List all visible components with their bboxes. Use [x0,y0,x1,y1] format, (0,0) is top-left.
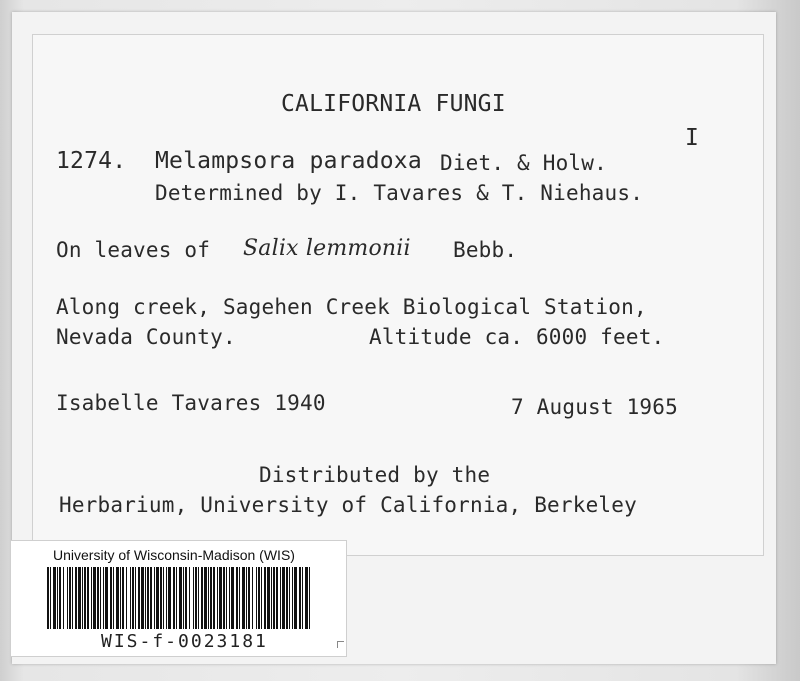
barcode-bar [208,567,209,629]
barcode-bar [168,567,171,629]
barcode-bar [93,567,96,629]
barcode-bar [67,567,68,629]
barcode-bar [63,567,64,629]
barcode-bar [75,567,77,629]
barcode-bar [179,567,182,629]
specimen-label [32,34,764,556]
barcode-bar [289,567,290,629]
barcode-bar [84,567,86,629]
barcode-bar [154,567,155,629]
barcode-bar [189,567,190,629]
barcode-bar [236,567,238,629]
barcode-bar [141,567,144,629]
barcode-bar [120,567,121,629]
barcode-bar [50,567,51,629]
barcode-bar [91,567,92,629]
barcode-bar [185,567,187,629]
corner-mark [337,641,344,648]
barcode-bar [132,567,134,629]
specimen-number: 1274. [56,148,127,174]
barcode-bar [273,567,275,629]
barcode-bar [292,567,293,629]
barcode-bar [242,567,245,629]
barcode-bar [82,567,83,629]
barcode-bar [138,567,140,629]
barcode-bar [252,567,253,629]
series-mark: I [685,125,700,151]
barcode-bar [57,567,58,629]
barcode-bar [176,567,177,629]
barcode-bar [248,567,250,629]
collector: Isabelle Tavares 1940 [56,391,326,415]
barcode-bar [183,567,184,629]
barcode-bar [53,567,56,629]
barcode-bar [210,567,212,629]
barcode-bar [78,567,81,629]
barcode-bar [246,567,247,629]
barcode [47,567,311,629]
barcode-bar [113,567,114,629]
barcode-bar [213,567,215,629]
barcode-bar [105,567,108,629]
barcode-bar [100,567,101,629]
barcode-bar [294,567,297,629]
barcode-bar [110,567,112,629]
barcode-bar [116,567,119,629]
barcode-bar [217,567,218,629]
label-title: CALIFORNIA FUNGI [281,91,506,117]
barcode-bar [302,567,303,629]
barcode-bar [72,567,73,629]
barcode-bar [219,567,222,629]
barcode-bar [150,567,152,629]
barcode-bar [226,567,227,629]
barcode-bar [59,567,61,629]
collection-date: 7 August 1965 [511,395,678,419]
barcode-bar [87,567,89,629]
barcode-bar [130,567,131,629]
barcode-bar [258,567,260,629]
barcode-bar [69,567,71,629]
barcode-bar [195,567,197,629]
institution-name: University of Wisconsin-Madison (WIS) [53,547,295,563]
barcode-bar [160,567,162,629]
barcode-bar [229,567,230,629]
barcode-bar [305,567,308,629]
host-name: Salix lemmonii [243,236,411,261]
county: Nevada County. [56,325,236,349]
barcode-bar [166,567,167,629]
barcode-bar [198,567,199,629]
distributed-line: Distributed by the [259,463,491,487]
altitude: Altitude ca. 6000 feet. [369,325,665,349]
barcode-bar [276,567,278,629]
species-authority: Diet. & Holw. [440,151,607,175]
barcode-bar [223,567,225,629]
barcode-bar [282,567,285,629]
barcode-bar [261,567,262,629]
barcode-bar [47,567,49,629]
locality-line: Along creek, Sagehen Creek Biological Station, [56,295,647,319]
barcode-bar [309,567,310,629]
barcode-bar [271,567,272,629]
barcode-bar [280,567,281,629]
barcode-bar [122,567,124,629]
barcode-bar [163,567,164,629]
herbarium-line: Herbarium, University of California, Berkeley [59,493,637,517]
barcode-bar [103,567,104,629]
barcode-bar [256,567,257,629]
barcode-bar [145,567,146,629]
host-authority: Bebb. [453,238,518,262]
barcode-bar [97,567,99,629]
species-name: Melampsora paradoxa [155,148,422,174]
barcode-bar [126,567,127,629]
barcode-bar [173,567,175,629]
barcode-bar [239,567,240,629]
barcode-bar [204,567,207,629]
barcode-bar [267,567,270,629]
determined-by: Determined by I. Tavares & T. Niehaus. [155,181,644,205]
barcode-bar [156,567,159,629]
barcode-bar [299,567,301,629]
barcode-bar [286,567,288,629]
barcode-label [10,540,347,657]
barcode-bar [264,567,266,629]
barcode-bar [135,567,136,629]
barcode-bar [193,567,194,629]
barcode-bar [147,567,149,629]
barcode-bar [201,567,203,629]
barcode-number: WIS-f-0023181 [101,631,268,652]
host-prefix: On leaves of [56,238,211,262]
barcode-bar [231,567,234,629]
